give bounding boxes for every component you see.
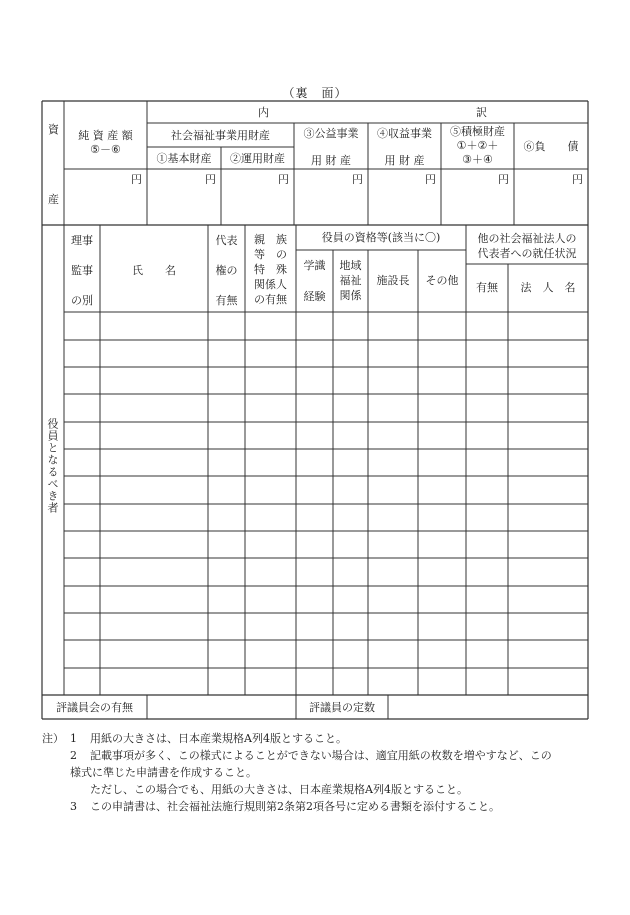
note-number: 2 (70, 749, 77, 762)
role-header-2: 監事 (71, 264, 93, 277)
note-text: 記載事項が多く、この様式によることができない場合は、適宜用紙の枚数を増やすなど、この (90, 749, 552, 762)
profit-business-assets-sub: 用 財 産 (384, 154, 425, 167)
positive-assets-label: ⑤積極財産 (450, 125, 505, 138)
relatives-header-2: 等 の (254, 248, 287, 261)
note-text: ただし、この場合でも、用紙の大きさは、日本産業規格A列4版とすること。 (90, 783, 468, 796)
qual-academic-1: 学識 (303, 259, 326, 272)
public-interest-assets-label: ③公益事業 (303, 127, 359, 140)
note-number: 1 (70, 732, 77, 745)
yen-unit: 円 (498, 173, 509, 186)
liabilities-label: ⑥負 債 (523, 140, 579, 153)
other-corp-header-2: 代表者への就任状況 (477, 247, 577, 260)
notes-lead: 注） (42, 732, 64, 745)
breakdown-label-wake: 訳 (476, 106, 487, 119)
assets-row-label-top: 資 (48, 123, 59, 136)
net-assets-label: 純 資 産 額 (78, 129, 133, 142)
yen-unit: 円 (131, 173, 142, 186)
relatives-header-5: の有無 (254, 293, 287, 306)
qual-local-3: 関係 (339, 289, 362, 302)
role-header-1: 理事 (71, 234, 93, 247)
positive-assets-formula-2: ③＋④ (462, 153, 493, 166)
name-header: 氏 名 (132, 264, 176, 277)
relatives-header-3: 特 殊 (254, 263, 287, 276)
positive-assets-formula-1: ①＋②＋ (456, 139, 499, 152)
other-corp-name: 法 人 名 (520, 281, 576, 294)
qual-other: その他 (425, 274, 459, 287)
notes-section (42, 730, 592, 815)
qual-director: 施設長 (376, 274, 410, 287)
other-corp-header-1: 他の社会福祉法人の (477, 232, 577, 245)
public-interest-assets-sub: 用 財 産 (311, 154, 351, 167)
note-text: 用紙の大きさは、日本産業規格A列4版とすること。 (90, 732, 347, 745)
role-header-3: の別 (71, 294, 93, 307)
yen-unit: 円 (352, 173, 363, 186)
other-corp-presence: 有無 (476, 281, 498, 294)
yen-unit: 円 (572, 173, 583, 186)
qual-local-1: 地域 (339, 259, 362, 272)
net-assets-formula: ⑤－⑥ (90, 143, 121, 156)
council-quota-label: 評議員の定数 (309, 701, 375, 714)
relatives-header-1: 親 族 (254, 233, 287, 246)
council-presence-label: 評議員会の有無 (56, 701, 133, 714)
profit-business-assets-label: ④収益事業 (377, 127, 432, 140)
qualifications-header: 役員の資格等(該当に〇) (321, 231, 441, 244)
qual-local-2: 福祉 (339, 274, 362, 287)
breakdown-label-uchi: 内 (258, 106, 269, 119)
qual-academic-2: 経験 (303, 290, 326, 303)
rep-header-1: 代表 (215, 234, 238, 247)
note-number: 3 (70, 800, 77, 813)
rep-header-3: 有無 (215, 294, 238, 307)
relatives-header-4: 関係人 (254, 278, 287, 291)
yen-unit: 円 (278, 173, 289, 186)
page-title: （裏 面） (282, 86, 348, 100)
operating-assets-label: ②運用財産 (230, 152, 285, 165)
officers-row-label: 役員となるべき者 (46, 418, 59, 514)
yen-unit: 円 (425, 173, 436, 186)
rep-header-2: 権の (215, 264, 238, 277)
basic-assets-label: ①基本財産 (156, 152, 212, 165)
note-text: 様式に準じた申請書を作成すること。 (70, 766, 257, 779)
social-welfare-assets-label: 社会福祉事業用財産 (171, 129, 270, 142)
yen-unit: 円 (205, 173, 216, 186)
assets-row-label-bottom: 産 (48, 193, 59, 206)
note-text: この申請書は、社会福祉法施行規則第2条第2項各号に定める書類を添付すること。 (90, 800, 500, 813)
